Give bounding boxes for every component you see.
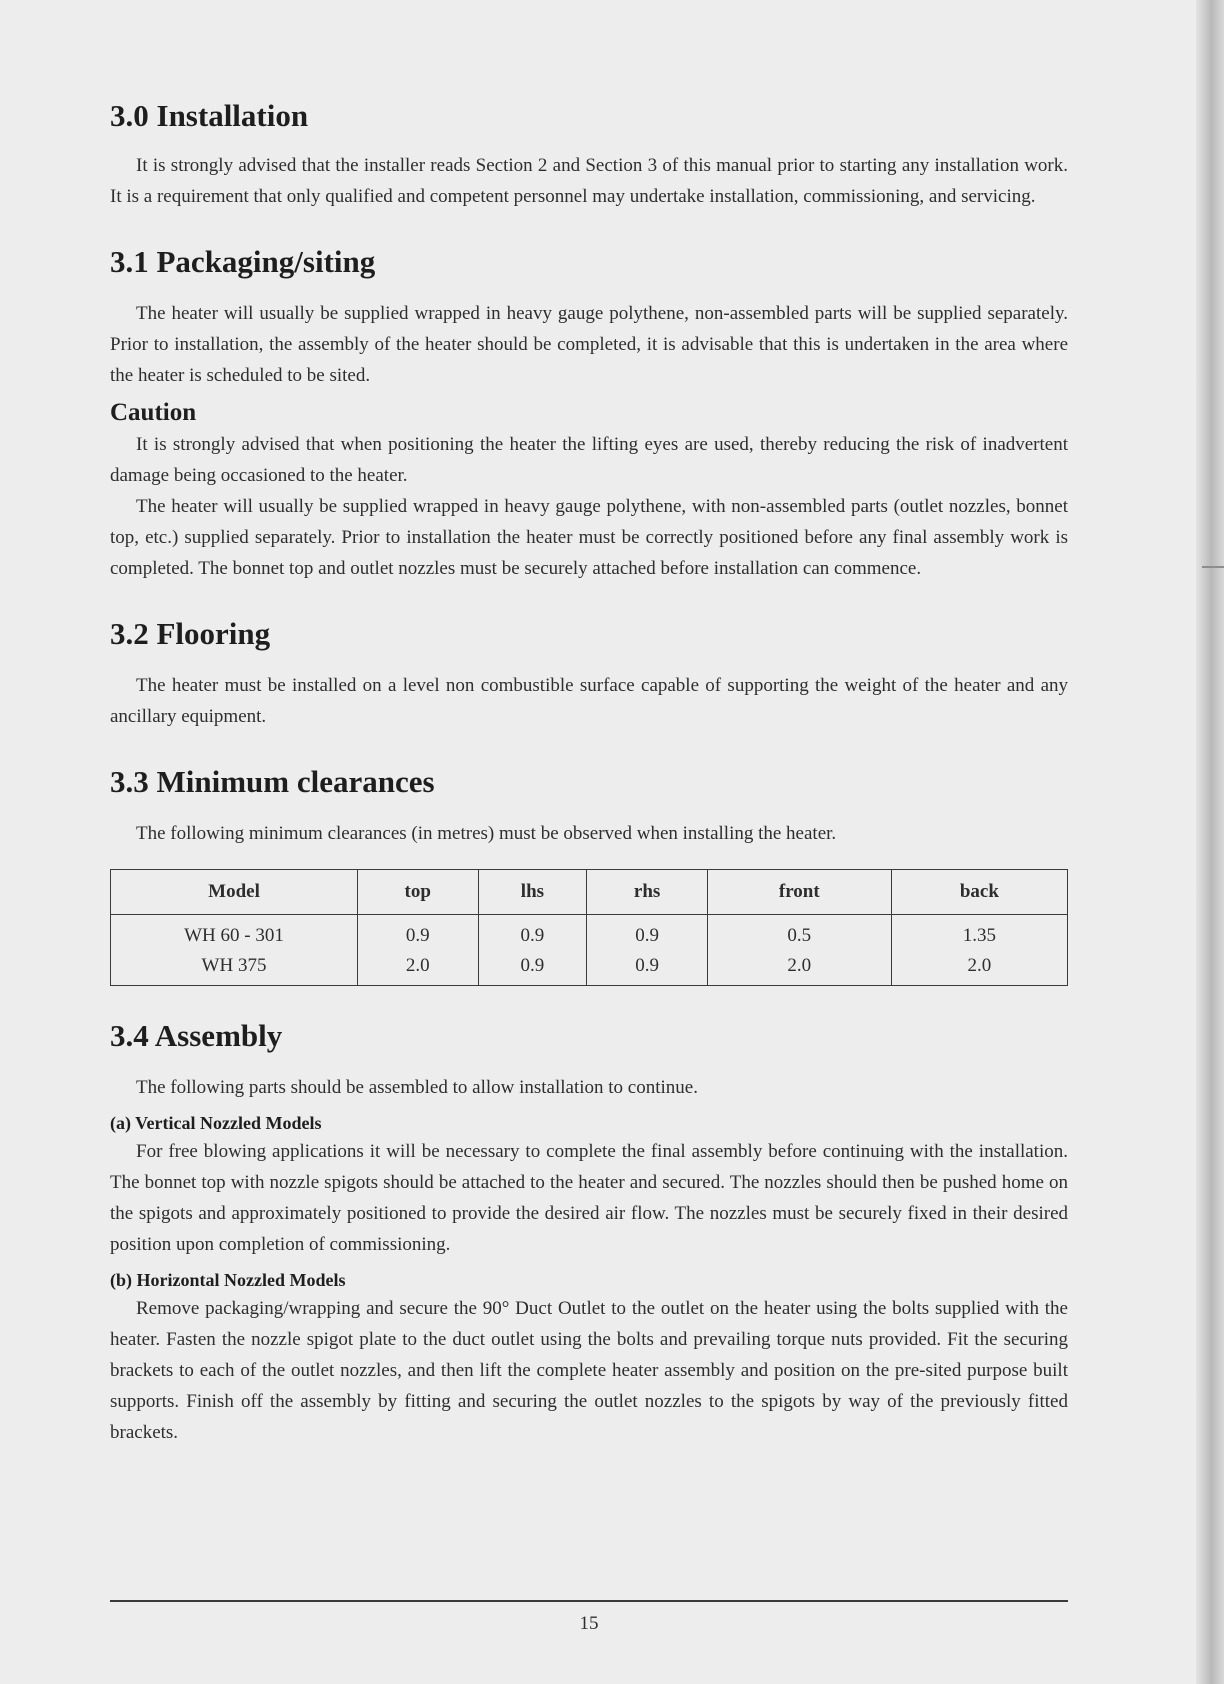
installation-paragraph: It is strongly advised that the installer reads Section 2 and Section 3 of this manual prior to starting any installation work. It is a requirement that only qualified and competent personnel may undertake installation, commissioning, and servicing. (110, 155, 1068, 207)
table-row (111, 951, 1068, 986)
caution-heading: Caution (110, 399, 197, 426)
table-cell-model: WH 60 - 301 (111, 915, 358, 952)
clearances-intro: The following minimum clearances (in metres) must be observed when installing the heater. (136, 823, 837, 844)
page-content (110, 98, 1068, 1448)
table-cell-back: 1.35 (891, 915, 1067, 952)
table-cell-lhs: 0.9 (478, 915, 587, 952)
table-header-lhs: lhs (478, 870, 587, 915)
table-header-back: back (891, 870, 1067, 915)
section-heading-packaging-siting: 3.1 Packaging/siting (110, 244, 376, 279)
packaging-paragraph: The heater will usually be supplied wrapped in heavy gauge polythene, non-assembled parts will be supplied separately. Prior to installation, the assembly of the heater should be completed, it is advisable that this is undertaken in the area where the heater is scheduled to be sited. (110, 303, 1068, 386)
section-heading-flooring: 3.2 Flooring (110, 616, 271, 651)
table-header-front: front (707, 870, 891, 915)
table-cell-rhs: 0.9 (587, 951, 708, 986)
table-cell-top: 0.9 (358, 915, 479, 952)
flooring-paragraph: The heater must be installed on a level non combustible surface capable of supporting the weight of the heater and any ancillary equipment. (110, 675, 1068, 727)
vertical-nozzled-paragraph: For free blowing applications it will be necessary to complete the final assembly before continuing with the installation. The bonnet top with nozzle spigots should be attached to the heater and secured. The nozzles should then be pushed home on the spigots and approximately positioned to provide the desired air flow. The nozzles must be securely fixed in their desired position upon completion of commissioning. (110, 1141, 1068, 1255)
assembly-intro: The following parts should be assembled to allow installation to continue. (136, 1077, 698, 1098)
table-header-top: top (358, 870, 479, 915)
page-number: 15 (579, 1613, 599, 1634)
footer-rule (110, 1600, 1068, 1602)
section-heading-assembly: 3.4 Assembly (110, 1018, 283, 1053)
caution-paragraph-2: The heater will usually be supplied wrapped in heavy gauge polythene, with non-assembled parts (outlet nozzles, bonnet top, etc.) supplied separately. Prior to installation the heater must be correctly positioned before any final assembly work is completed. The bonnet top and outlet nozzles must be securely attached before installation can commence. (110, 496, 1068, 579)
subheading-vertical-nozzled: (a) Vertical Nozzled Models (110, 1113, 322, 1133)
table-cell-model: WH 375 (111, 951, 358, 986)
table-cell-back: 2.0 (891, 951, 1067, 986)
table-header-row (111, 870, 1068, 915)
section-heading-minimum-clearances: 3.3 Minimum clearances (110, 764, 435, 799)
table-header-model: Model (111, 870, 358, 915)
table-cell-front: 0.5 (707, 915, 891, 952)
table-cell-front: 2.0 (707, 951, 891, 986)
horizontal-nozzled-paragraph: Remove packaging/wrapping and secure the 90° Duct Outlet to the outlet on the heater using the bolts supplied with the heater. Fasten the nozzle spigot plate to the duct outlet using the bolts and prevailing torque nuts provided. Fit the securing brackets to each of the outlet nozzles, and then lift the complete heater assembly and position on the pre-sited purpose built supports. Finish off the assembly by fitting and securing the outlet nozzles to the spigots by way of the previously fitted brackets. (110, 1298, 1068, 1443)
table-cell-top: 2.0 (358, 951, 479, 986)
section-heading-installation: 3.0 Installation (110, 98, 309, 133)
table-row (111, 915, 1068, 952)
table-cell-rhs: 0.9 (587, 915, 708, 952)
table-header-rhs: rhs (587, 870, 708, 915)
page-edge-mark (1202, 566, 1224, 568)
page-binding-edge (1196, 0, 1224, 1684)
table-cell-lhs: 0.9 (478, 951, 587, 986)
clearances-table (110, 869, 1068, 986)
caution-paragraph-1: It is strongly advised that when positioning the heater the lifting eyes are used, thereby reducing the risk of inadvertent damage being occasioned to the heater. (110, 434, 1068, 486)
subheading-horizontal-nozzled: (b) Horizontal Nozzled Models (110, 1270, 346, 1290)
